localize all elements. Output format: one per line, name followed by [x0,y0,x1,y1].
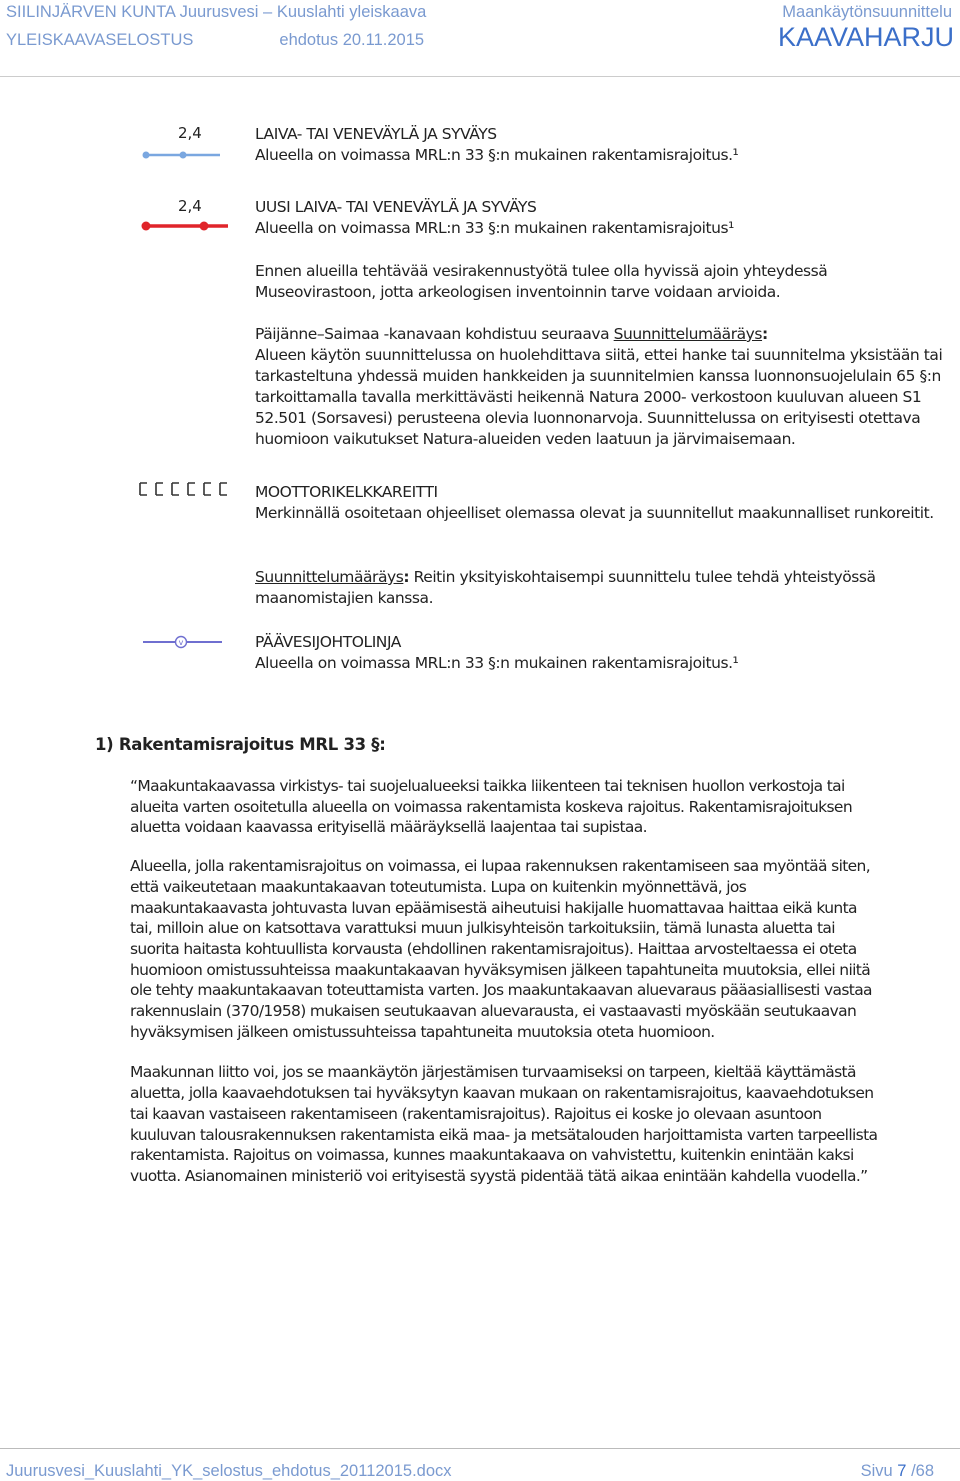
entry-paavesi-title: PÄÄVESIJOHTOLINJA [255,633,401,651]
footer-page-word: Sivu [860,1462,893,1480]
entry-uusi-title: UUSI LAIVA- TAI VENEVÄYLÄ JA SYVÄYS [255,198,537,216]
entry-uusi-paragraph-museum: Ennen alueilla tehtävää vesirakennustyötä tulee olla hyvissä ajoin yhteydessä Museovirastoon, jotta arkeologisen inventoinnin tarve voidaan arvioida. [255,262,828,301]
entry-moottori-paragraph [255,567,945,609]
moottori-body-text: Reitin yksityiskohtaisempi suunnittelu tulee tehdä yhteistyössä maanomistajien kanssa. [255,568,876,607]
header-divider [0,76,960,77]
legend-water-main-letter: v [178,638,184,647]
header-doc-label: YLEISKAAVASELOSTUS [6,31,194,49]
entry-uusi-paragraph-canal [255,324,945,450]
footer-total-pages: /68 [911,1462,934,1480]
footnote-heading: 1) Rakentamisrajoitus MRL 33 §: [95,735,386,754]
legend-uusi-label: 2,4 [178,197,202,215]
footnote-paragraph-1: “Maakuntakaavassa virkistys- tai suojelualueeksi taikka liikenteen tai teknisen huollon verkostoja tai alueita varten osoitetulla alueella on voimassa rakentamista koskeva rajoitus. Rakentamisrajoituksen aluetta voidaan kaavassa erityisellä määräyksellä laajentaa tai supistaa. [130,777,852,837]
moottori-colon: : [403,568,410,586]
legend-uusi-line-icon [138,218,233,234]
entry-moottori [255,482,945,524]
entry-uusi-text: Alueella on voimassa MRL:n 33 §:n mukainen rakentamisrajoitus¹ [255,219,734,237]
header-department: Maankäytönsuunnittelu [782,3,952,21]
header-date: ehdotus 20.11.2015 [279,31,425,49]
entry-moottori-text: Merkinnällä osoitetaan ohjeelliset olemassa olevat ja suunnitellut maakunnalliset runkoreitit. [255,504,934,522]
entry-paavesi [255,632,945,674]
moottori-term: Suunnittelumääräys [255,568,404,586]
entry-paavesi-text: Alueella on voimassa MRL:n 33 §:n mukainen rakentamisrajoitus.¹ [255,654,739,672]
canal-body-text: Alueen käytön suunnittelussa on huolehdittava siitä, ettei hanke tai suunnitelma yksistään tai tarkasteltuna yhdessä muiden hankkeiden ja suunnitelmien kanssa luonnonsuojelulain 65 §:n tarkoittamalla tavalla merkittävästi heikennä Natura 2000- verkostoon kuuluvan alueen S1 52.501 (Sorsavesi) perusteena olevia luonnonarvoja. Suunnittelussa on erityisesti otettava huomioon vaikutukset Natura-alueiden veden laatuun ja järvimaisemaan. [255,346,943,448]
entry-laiva-title: LAIVA- TAI VENEVÄYLÄ JA SYVÄYS [255,125,497,143]
legend-water-main-icon [140,633,226,651]
canal-colon: : [762,325,768,343]
footer-current-page: 7 [897,1462,907,1480]
footer-filename: Juurusvesi_Kuuslahti_YK_selostus_ehdotus_20112015.docx [6,1462,452,1480]
footer-divider [0,1448,960,1449]
entry-laiva [255,124,945,166]
legend-laiva-label: 2,4 [178,124,202,142]
canal-term: Suunnittelumääräys [613,325,763,343]
footnote-paragraph-2: Alueella, jolla rakentamisrajoitus on voimassa, ei lupaa rakennuksen rakentamiseen saa myöntää siten, että vaikeutetaan maakuntakaavan toteutumista. Lupa on kuitenkin myönnettävä, jos maakuntakaavasta johtuvasta luvan epäämisestä aiheutuisi hakijalle huomattavaa haittaa eikä kunta tai, milloin alue on katsottava varattuksi muun julkisyhteisön tarkoituksiin, tämä lunasta aluetta tai suorita haitasta kohtuullista korvausta (ehdollinen rakentamisrajoitus). Haittaa arvosteltaessa ei oteta huomioon omistussuhteissa maakuntakaavan hyväksymisen jälkeen tapahtuneita muutoksia, ellei niitä ole tehty maakuntakaavan toteuttamista varten. Jos maakuntakaavan aluevaraus pääasiallisesti vastaa rakennuslain (370/1958) mukaisen seutukaavan aluevarausta, ei vastaavasti myöskään seutukaavan hyväksymisen jälkeen omistussuhteissa tapahtuneita muutoksia oteta huomioon. [130,857,872,1041]
legend-snowmobile-route-icon [138,480,234,500]
header-municipality: SIILINJÄRVEN KUNTA Juurusvesi – Kuuslahti yleiskaava [6,3,427,21]
canal-lead-text: Päijänne–Saimaa -kanavaan kohdistuu seuraava [255,325,614,343]
header-doc-type [6,31,424,50]
header-brand-logo: KAAVAHARJU [777,22,954,52]
entry-uusi [255,197,945,239]
entry-laiva-text: Alueella on voimassa MRL:n 33 §:n mukainen rakentamisrajoitus.¹ [255,146,739,164]
footnote-quote [130,776,882,1187]
footnote-paragraph-3: Maakunnan liitto voi, jos se maankäytön järjestämisen turvaamiseksi on tarpeen, kieltää käyttämästä aluetta, jolla kaavaehdotuksen tai hyväksytyn kaavan mukaan on rakentamisrajoitus, kaavaehdotuksen tai kaavan vastaiseen rakentamiseen (rakentamisrajoitus). Rajoitus ei koske jo olevaan asuntoon kuuluvan talousrakennuksen rakentamista eikä maa- ja metsätalouden harjoittamista varten tarpeellista rakentamista. Rajoitus on voimassa, kunnes maakuntakaava on vahvistettu, kuitenkin enintään kaksi vuotta. Asianomainen ministeriö voi erityisestä syystä pidentää tätä aikaa enintään kahdella vuodella.” [130,1063,878,1185]
entry-moottori-title: MOOTTORIKELKKAREITTI [255,483,438,501]
footer-page-number [861,1462,934,1481]
legend-laiva-line-icon [138,148,228,162]
